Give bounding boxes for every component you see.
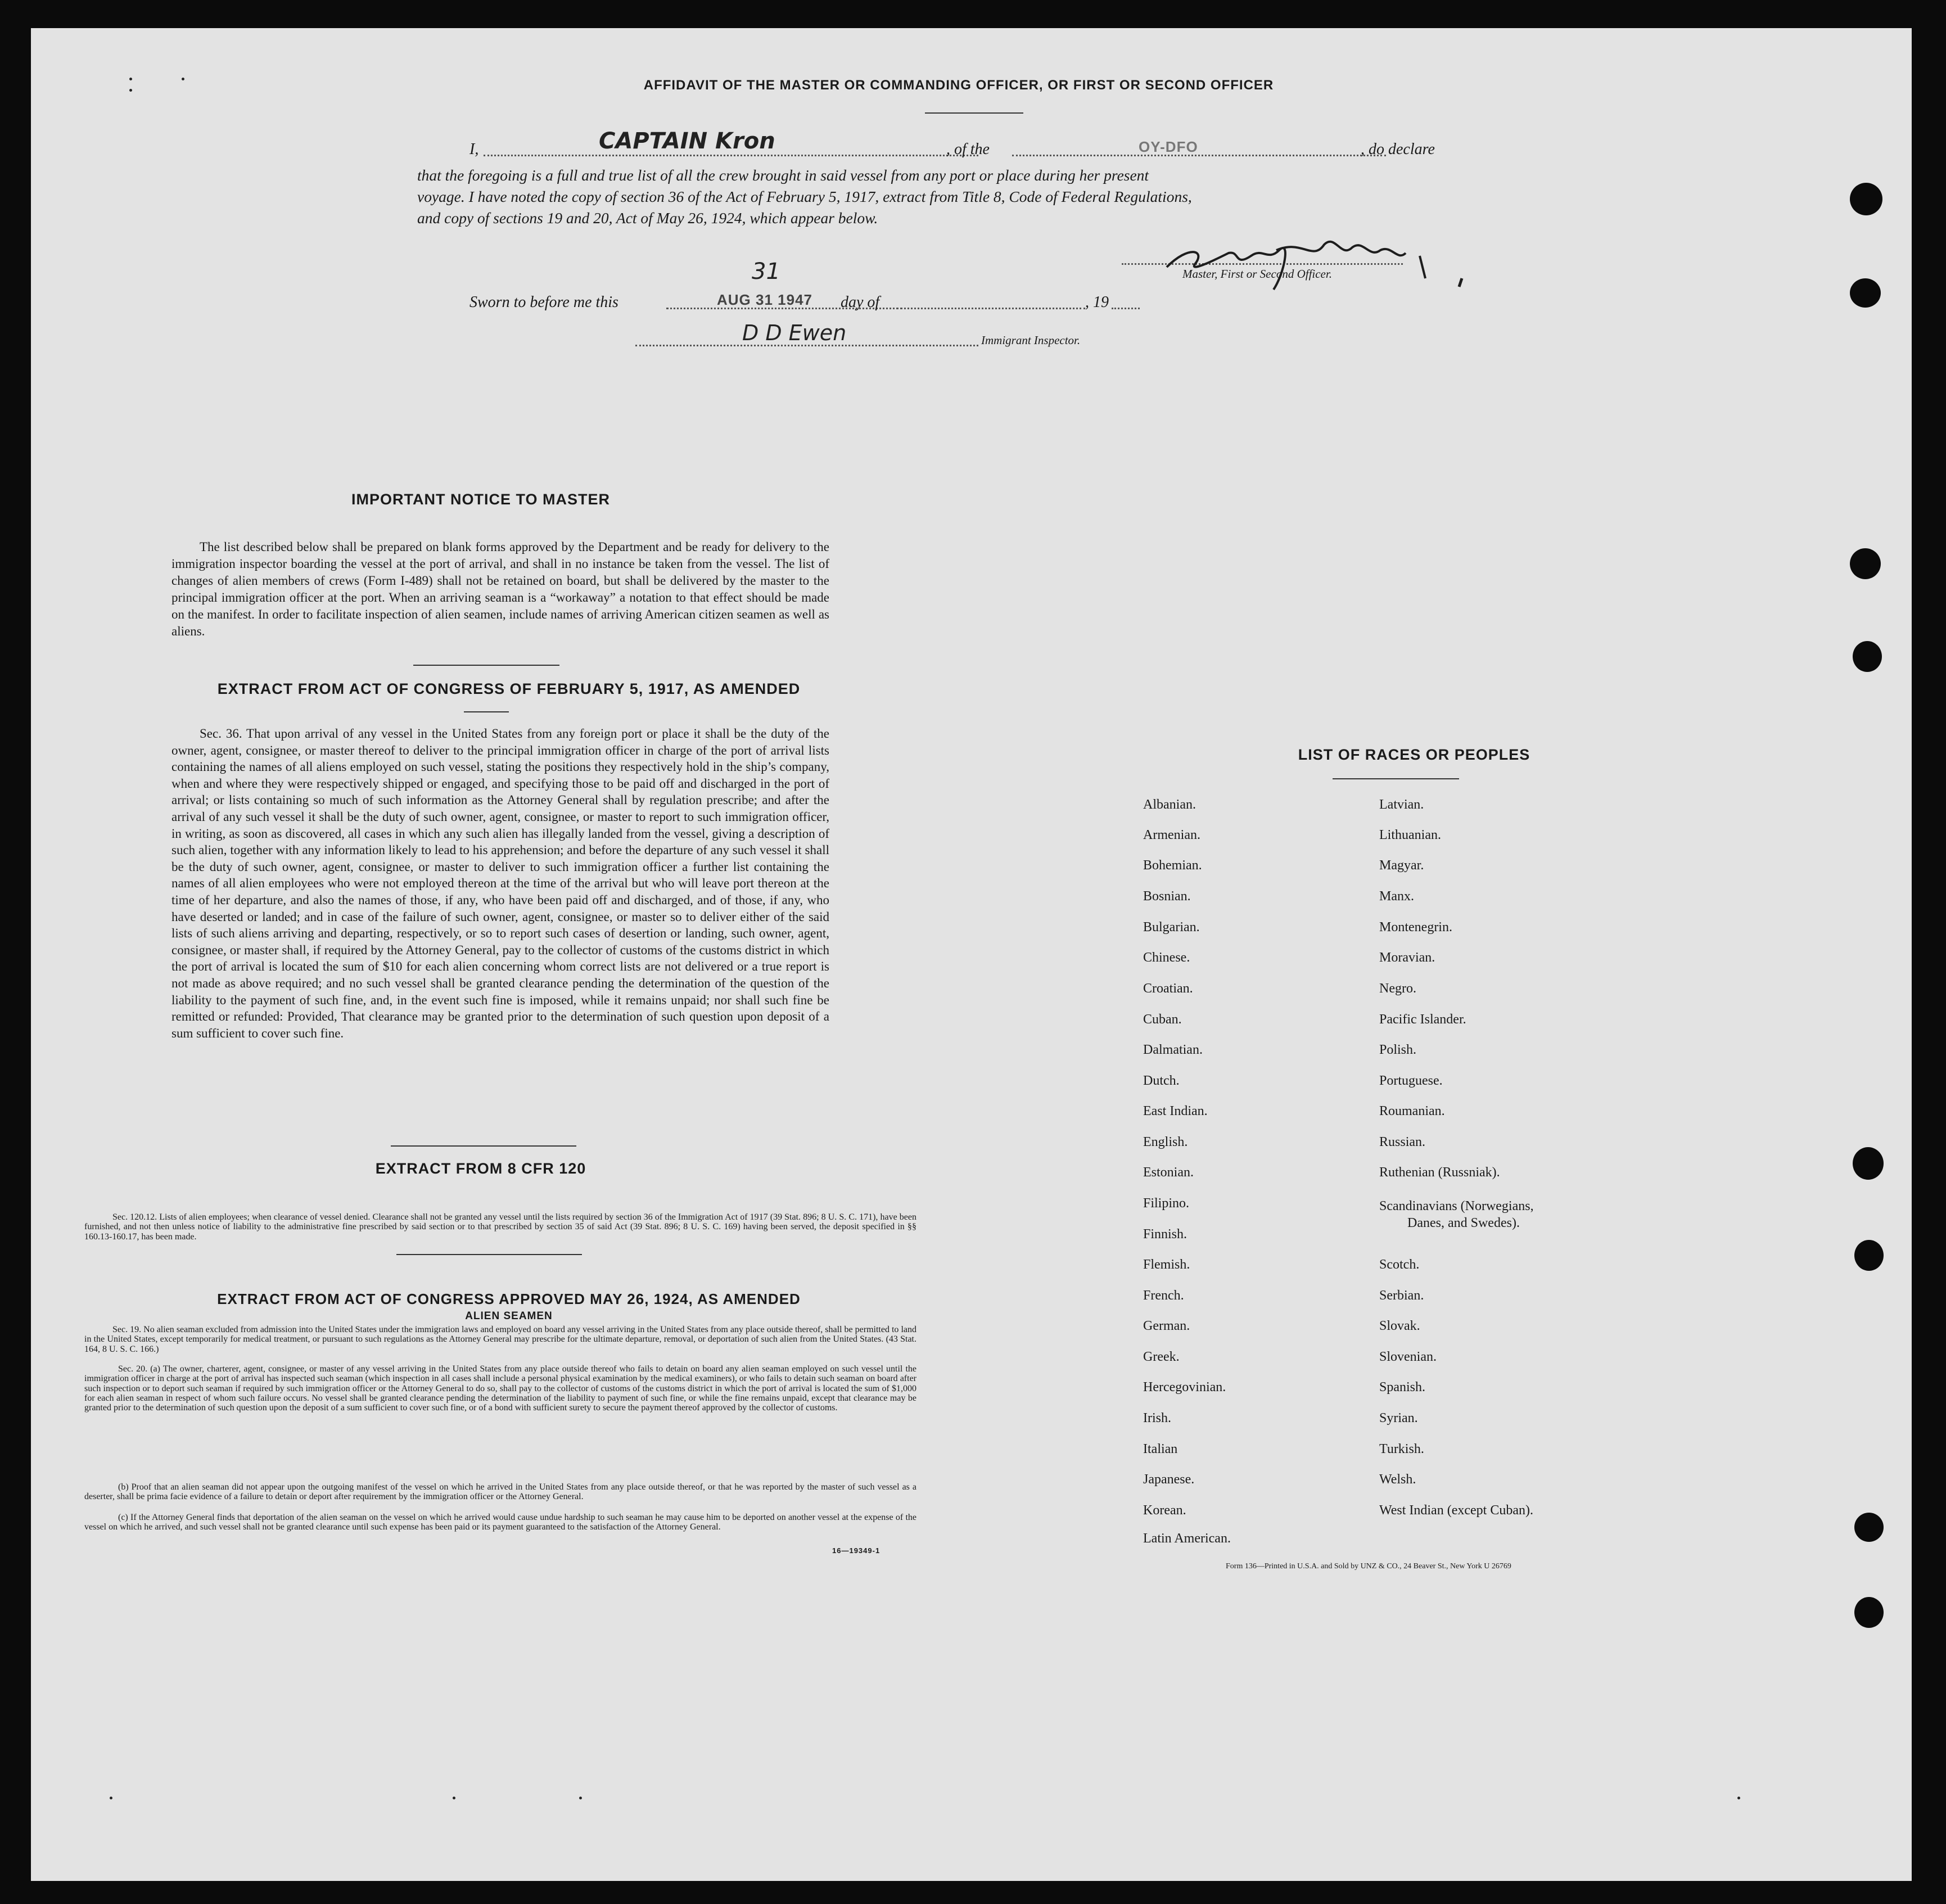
race-item: Bulgarian. [1143,920,1200,935]
vessel-stamp: OY-DFO [1139,138,1198,155]
divider [391,1145,576,1147]
master-signature-caption: Master, First or Second Officer. [1182,267,1332,281]
race-item: Irish. [1143,1411,1171,1425]
extract-1924-heading: EXTRACT FROM ACT OF CONGRESS APPROVED MAY 26, 1924, AS AMENDED [217,1291,801,1307]
master-signature-image [1155,228,1470,295]
race-item: Japanese. [1143,1472,1195,1487]
race-item: Manx. [1379,889,1414,904]
affidavit-line-2: that the foregoing is a full and true list of all the crew brought in said vessel from any port or place during her present [417,166,1149,184]
race-item: Magyar. [1379,858,1424,873]
speck [453,1797,455,1799]
race-item: East Indian. [1143,1104,1208,1118]
race-item: Lithuanian. [1379,828,1441,842]
punch-hole [1850,548,1881,579]
race-item: Negro. [1379,981,1416,996]
sworn-year-label: , 19 [1085,294,1109,311]
race-item: Dalmatian. [1143,1043,1203,1057]
printer-imprint: Form 136—Printed in U.S.A. and Sold by UNZ & CO., 24 Beaver St., New York U 26769 [1226,1562,1511,1571]
race-item: Bosnian. [1143,889,1191,904]
race-item: Welsh. [1379,1472,1416,1487]
punch-hole [1854,1597,1884,1628]
race-item: Filipino. [1143,1196,1190,1211]
extract-1924-sec20a: Sec. 20. (a) The owner, charterer, agent, consignee, or master of any vessel arriving in the United States from any place outside thereof who fails to detain on board any alien seaman employed on such vessel until the immigration officer in charge at the port of arrival has inspected such seaman (which inspection in all cases shall include a personal physical examination by the medical examiners), or who fails to detain such seaman on board after such inspection or to deport such seaman if required by such immigration officer or the Attorney General to do so, shall pay to the collector of customs of the customs district in which the port of arrival is located the sum of $1,000 for each alien seaman in respect of whom such failure occurs. No vessel shall be granted clearance pending the determination of the liability to payment of such fine, or while the fine remains unpaid, except that clearance may be granted prior to the determination of such question upon the deposit of a sum sufficient to cover such fine, or of a bond with sufficient surety to secure the payment thereof approved by the collector of customs. [84,1364,916,1413]
race-item: Spanish. [1379,1380,1426,1395]
race-item: Moravian. [1379,950,1435,965]
races-heading: LIST OF RACES OR PEOPLES [1298,746,1530,763]
race-item: Croatian. [1143,981,1193,996]
inspector-caption: Immigrant Inspector. [981,333,1081,347]
race-item: Greek. [1143,1350,1180,1364]
extract-1924-sec19: Sec. 19. No alien seaman excluded from admission into the United States under the immigration laws and employed on board any vessel arriving in the United States from any place outside thereof, shall be permitted to land in the United States, except temporarily for medical treatment, or pursuant to such regulations as the Attorney General may prescribe for the ultimate departure, removal, or deportation of such alien from the United States. (43 Stat. 164, 8 U. S. C. 166.) [84,1325,916,1354]
race-item: Syrian. [1379,1411,1418,1425]
affidavit-i-label: I, [469,141,479,158]
race-item: Albanian. [1143,797,1196,812]
punch-hole [1853,641,1882,672]
race-item: English. [1143,1135,1188,1149]
punch-hole [1850,278,1881,308]
cfr-text: Sec. 120.12. Lists of alien employees; when clearance of vessel denied. Clearance shall not be granted any vessel until the lists required by section 36 of the Immigration Act of 1917 (39 Stat. 896; 8 U. S. C. 171), have been furnished, and not then unless notice of liability to the administrative fine prescribed by said section or to that prescribed by section 35 of said Act (39 Stat. 896; 8 U. S. C. 169) having been served, the deposit specified in §§ 160.13-160.17, has been made. [84,1212,916,1242]
sworn-day-handwritten: 31 [752,259,780,285]
race-item: Dutch. [1143,1073,1180,1088]
sworn-date-stamp: AUG 31 1947 [717,291,812,308]
extract-1917-heading: EXTRACT FROM ACT OF CONGRESS OF FEBRUARY 5, 1917, AS AMENDED [217,680,801,697]
extract-1924-sec20b: (b) Proof that an alien seaman did not appear upon the outgoing manifest of the vessel on which he arrived in the United States from any place outside thereof, or that he was reported by the master of such vessel as a deserter, shall be prima facie evidence of a failure to detain or deport after requirement by the immigration officer or the Attorney General. [84,1482,916,1502]
master-name-line [484,155,978,156]
race-item: Montenegrin. [1379,920,1452,935]
speck [129,89,132,92]
race-item: Ruthenian (Russniak). [1379,1165,1500,1180]
race-item: Russian. [1379,1135,1426,1149]
affidavit-line-3: voyage. I have noted the copy of section 36 of the Act of February 5, 1917, extract from Title 8, Code of Federal Regulations, [417,188,1192,205]
punch-hole [1854,1513,1884,1542]
race-item: Finnish. [1143,1227,1188,1242]
race-item: Scotch. [1379,1257,1420,1272]
sworn-year-line [1112,308,1140,309]
affidavit-heading: AFFIDAVIT OF THE MASTER OR COMMANDING OFFICER, OR FIRST OR SECOND OFFICER [643,78,1274,93]
notice-text: The list described below shall be prepared on blank forms approved by the Department and be ready for delivery to the immigration inspector boarding the vessel at the port of arrival, and shall in no instance be taken from the vessel. The list of changes of alien members of crews (Form I-489) shall not be retained on board, but shall be delivered by the master to the principal immigration officer at the port. When an arriving seaman is a “workaway” a notation to that effect should be made on the manifest. In order to facilitate inspection of alien seamen, include names of arriving American citizen seamen as well as aliens. [171,540,829,638]
sworn-label: Sworn to before me this [469,294,618,311]
race-item: Serbian. [1379,1288,1424,1303]
extract-1924-subheading: ALIEN SEAMEN [465,1310,553,1322]
do-declare-label: , do declare [1361,141,1435,158]
punch-hole [1853,1147,1884,1180]
notice-heading: IMPORTANT NOTICE TO MASTER [351,491,610,508]
race-item: Scandinavians (Norwegians, [1379,1199,1534,1213]
race-item: Slovak. [1379,1319,1420,1333]
extract-1917-text: Sec. 36. That upon arrival of any vessel in the United States from any foreign port or place it shall be the duty of the owner, agent, consignee, or master thereof to deliver to the principal immigration officer in charge of the port of arrival lists containing the names of all aliens employed on such vessel, stating the positions they respectively hold in the ship’s company, when and where they were respectively shipped or engaged, and specifying those to be paid off and discharged in the port of arrival; or lists containing so much of such information as the Attorney General shall by regulation prescribe; and after the arrival of any such vessel it shall be the duty of such owner, agent, consignee, or master to report to such immigration officer, in writing, as soon as discovered, all cases in which any such alien has illegally landed from the vessel, giving a description of such alien, together with any information likely to lead to his apprehension; and before the departure of any such vessel it shall be the duty of such owner, agent, consignee, or master to deliver to such immigration officer a further list containing the names of all alien employees who were not employed thereon at the time of the arrival but who will leave port thereon at the time of her departure, and also the names of those, if any, who have been paid off and discharged, and of those, if any, who have deserted or landed; and in case of the failure of such owner, agent, consignee, or master so to deliver either of the said lists of such aliens arriving and departing, respectively, or so to report such cases of desertion or landing, such owner, agent, consignee, or master shall, if required by the Attorney General, pay to the collector of customs of the customs district in which the port of arrival is located the sum of $10 for each alien concerning whom correct lists are not delivered or a true report is not made as above required; and no such vessel shall be granted clearance pending the determination of the question of the liability to the payment of such fine, and, in the event such fine is imposed, while it remains unpaid; nor shall such fine be remitted or refunded: Provided, That clearance may be granted prior to the determination of such question upon deposit of a sum sufficient to cover such fine. [171,727,829,1040]
cfr-heading: EXTRACT FROM 8 CFR 120 [375,1160,586,1177]
document-page [31,28,1912,1881]
race-item: Roumanian. [1379,1104,1445,1118]
inspector-signature: D D Ewen [742,321,847,345]
race-item: French. [1143,1288,1184,1303]
race-item: Slovenian. [1379,1350,1437,1364]
race-item: Armenian. [1143,828,1200,842]
sworn-month-line [897,308,1085,309]
divider [925,112,1023,114]
race-item: Latin American. [1143,1531,1231,1546]
divider [413,665,559,666]
race-item: Korean. [1143,1503,1186,1518]
punch-hole [1854,1240,1884,1271]
race-item: Polish. [1379,1043,1417,1057]
affidavit-line-4: and copy of sections 19 and 20, Act of May 26, 1924, which appear below. [417,209,878,227]
race-item: Hercegovinian. [1143,1380,1226,1395]
race-item: Turkish. [1379,1442,1424,1456]
form-code: 16—19349-1 [832,1546,881,1555]
race-item: Bohemian. [1143,858,1202,873]
race-item: Flemish. [1143,1257,1190,1272]
speck [110,1797,112,1799]
race-item: German. [1143,1319,1190,1333]
master-name-handwritten: CAPTAIN Kron [599,128,775,154]
race-item: Latvian. [1379,797,1424,812]
extract-1924-sec20c: (c) If the Attorney General finds that deportation of the alien seaman on the vessel on which he arrived would cause undue hardship to such seaman he may cause him to be deported on another vessel at the expense of the vessel on which he arrived, and such vessel shall not be granted clearance until such expense has been paid or its payment guaranteed to the satisfaction of the Attorney General. [84,1513,916,1532]
divider [464,711,509,712]
race-item: West Indian (except Cuban). [1379,1503,1533,1518]
speck [1737,1797,1740,1799]
divider [1333,778,1459,779]
speck [182,78,184,80]
vessel-name-line [1012,155,1386,156]
divider [396,1254,582,1255]
race-item: Estonian. [1143,1165,1194,1180]
race-item: Chinese. [1143,950,1190,965]
speck [579,1797,582,1799]
race-item: Cuban. [1143,1012,1182,1027]
punch-hole [1850,183,1882,215]
race-item: Italian [1143,1442,1178,1456]
day-of-label: day of [841,294,880,311]
race-item: Danes, and Swedes). [1407,1216,1520,1230]
race-item: Portuguese. [1379,1073,1443,1088]
speck [129,78,132,80]
race-item: Pacific Islander. [1379,1012,1466,1027]
of-the-label: , of the [946,141,990,158]
